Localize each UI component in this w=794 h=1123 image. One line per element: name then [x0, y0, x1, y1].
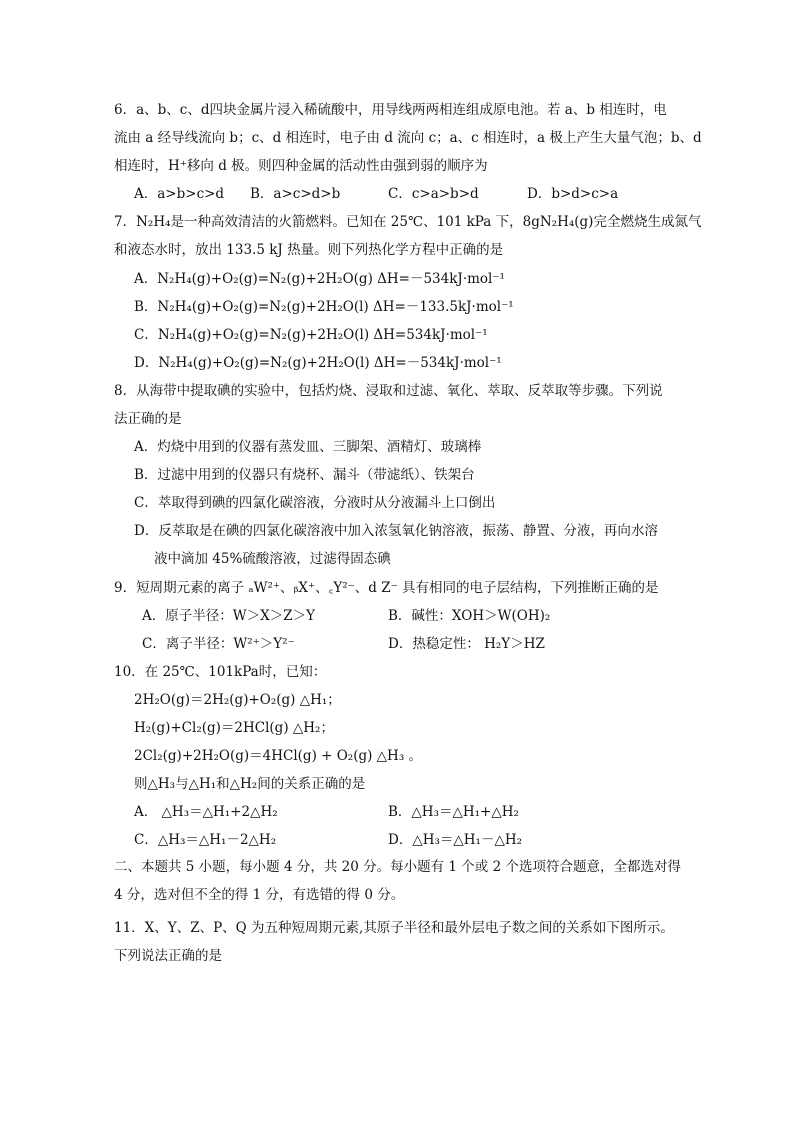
q8-stem-line-1: 8．从海带中提取碘的实验中，包括灼烧、浸取和过滤、氧化、萃取、反萃取等步骤。下列说 [114, 383, 663, 399]
q6-option-a: A．a>b>c>d [134, 186, 225, 202]
q10-option-c: C．△H₃＝△H₁－2△H₂ [134, 832, 277, 848]
q10-option-a: A． △H₃＝△H₁+2△H₂ [134, 804, 278, 820]
q10-option-d: D．△H₃＝△H₁－△H₂ [388, 832, 523, 848]
q9-option-c: C．离子半径：W²⁺＞Y²⁻ [142, 636, 295, 652]
q10-equation-1: 2H₂O(g)＝2H₂(g)+O₂(g) △H₁； [134, 692, 341, 708]
q6-option-b: B．a>c>d>b [250, 186, 341, 202]
section-2-instructions-line-1: 二、本题共 5 小题，每小题 4 分，共 20 分。每小题有 1 个或 2 个选项符合题意，全都选对得 [114, 859, 681, 875]
q11-stem-line-2: 下列说法正确的是 [114, 948, 222, 964]
q10-stem: 10．在 25℃、101kPa时，已知： [114, 664, 327, 680]
q6-option-d: D．b>d>c>a [527, 186, 619, 202]
q7-stem-line-1: 7．N₂H₄是一种高效清洁的火箭燃料。已知在 25℃、101 kPa 下，8gN₂H₄(g)完全燃烧生成氮气 [114, 214, 702, 230]
q6-stem-line-3: 相连时，H⁺移向 d 极。则四种金属的活动性由强到弱的顺序为 [114, 158, 488, 174]
q6-stem-line-2: 流由 a 经导线流向 b；c、d 相连时，电子由 d 流向 c；a、c 相连时，a 极上产生大量气泡；b、d [114, 130, 702, 146]
q9-option-a: A．原子半径：W＞X＞Z＞Y [142, 608, 316, 624]
q11-stem-line-1: 11．X、Y、Z、P、Q 为五种短周期元素,其原子半径和最外层电子数之间的关系如下图所示。 [114, 920, 674, 936]
q7-option-d: D．N₂H₄(g)+O₂(g)=N₂(g)+2H₂O(l) ΔH=－534kJ·mol⁻¹ [134, 355, 502, 371]
q6-option-c: C．c>a>b>d [388, 186, 479, 202]
q8-option-d-line-2: 液中滴加 45%硫酸溶液，过滤得固态碘 [154, 551, 391, 567]
q8-option-c: C．萃取得到碘的四氯化碳溶液，分液时从分液漏斗上口倒出 [134, 495, 496, 511]
q7-option-a: A．N₂H₄(g)+O₂(g)=N₂(g)+2H₂O(g) ΔH=－534kJ·mol⁻¹ [134, 271, 505, 287]
q6-stem-line-1: 6．a、b、c、d四块金属片浸入稀硫酸中，用导线两两相连组成原电池。若 a、b 相连时，电 [114, 102, 667, 118]
q8-stem-line-2: 法正确的是 [114, 411, 182, 427]
q8-option-a: A．灼烧中用到的仪器有蒸发皿、三脚架、酒精灯、玻璃棒 [134, 439, 482, 455]
q9-stem: 9．短周期元素的离子 ₐW²⁺、ᵦX⁺、꜀Y²⁻、d Z⁻ 具有相同的电子层结构，下列推断正确的是 [114, 580, 659, 596]
q9-option-b: B．碱性：XOH＞W(OH)₂ [388, 608, 551, 624]
q7-option-b: B．N₂H₄(g)+O₂(g)=N₂(g)+2H₂O(l) ΔH=－133.5kJ·mol⁻¹ [134, 299, 514, 315]
q8-option-b: B．过滤中用到的仪器只有烧杯、漏斗（带滤纸）、铁架台 [134, 467, 475, 483]
section-2-instructions-line-2: 4 分，选对但不全的得 1 分，有选错的得 0 分。 [114, 887, 405, 903]
q10-question: 则△H₃与△H₁和△H₂间的关系正确的是 [134, 776, 366, 792]
q9-option-d: D．热稳定性： H₂Y＞HZ [388, 636, 545, 652]
q7-stem-line-2: 和液态水时，放出 133.5 kJ 热量。则下列热化学方程中正确的是 [114, 242, 504, 258]
q10-equation-3: 2Cl₂(g)+2H₂O(g)＝4HCl(g) + O₂(g) △H₃ 。 [134, 748, 423, 764]
q10-equation-2: H₂(g)+Cl₂(g)＝2HCl(g) △H₂； [134, 720, 334, 736]
q10-option-b: B．△H₃＝△H₁+△H₂ [388, 804, 519, 820]
q7-option-c: C．N₂H₄(g)+O₂(g)=N₂(g)+2H₂O(l) ΔH=534kJ·mol⁻¹ [134, 327, 488, 343]
q8-option-d-line-1: D．反萃取是在碘的四氯化碳溶液中加入浓氢氧化钠溶液，振荡、静置、分液，再向水溶 [134, 523, 658, 539]
